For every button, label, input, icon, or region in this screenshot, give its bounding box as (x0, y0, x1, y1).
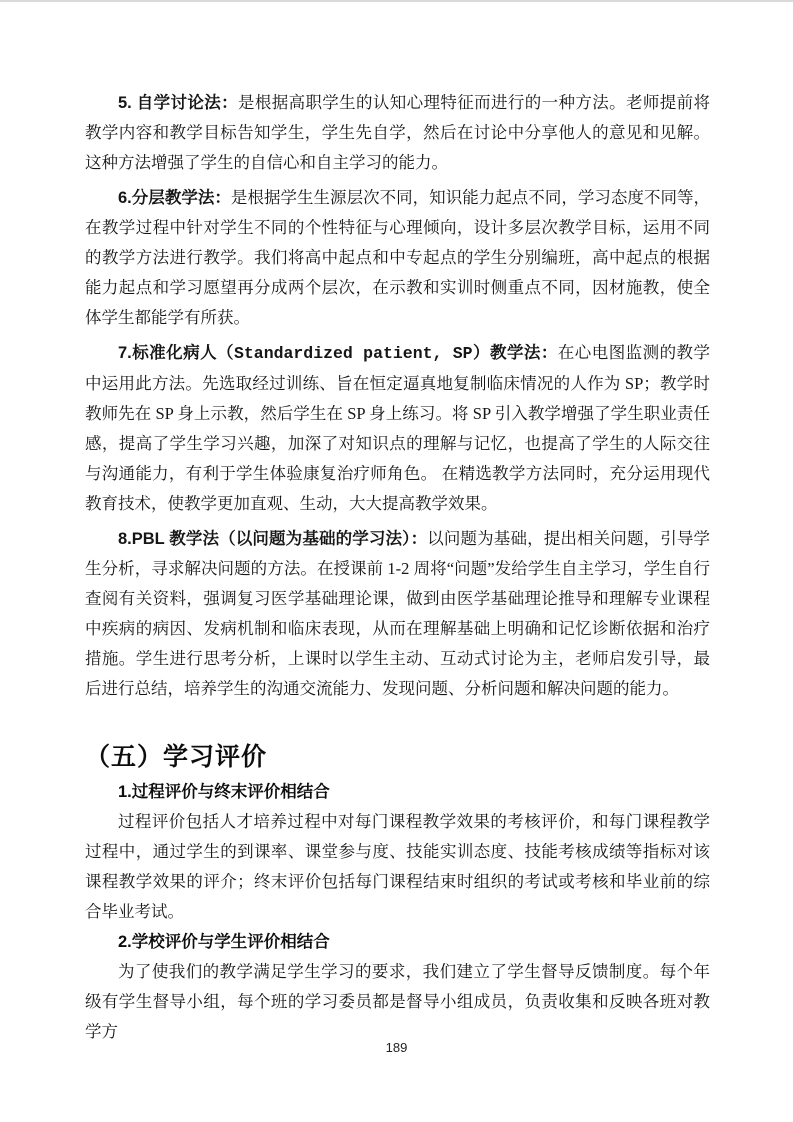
method-7-lead-english: Standardized patient, SP (234, 344, 473, 363)
method-7-lead-cn-post: ）教学法： (472, 344, 558, 362)
method-8-lead: 8.PBL 教学法（以问题为基础的学习法）： (118, 530, 428, 548)
paragraph-method-6 (85, 183, 710, 333)
paragraph-method-8 (85, 524, 710, 704)
subheading-process-and-final-evaluation: 1.过程评价与终末评价相结合 (118, 783, 330, 801)
section-heading-learning-evaluation: （五）学习评价 (85, 743, 268, 771)
page-number: 189 (385, 1040, 408, 1055)
paragraph-student-feedback: 为了使我们的教学满足学生学习的要求，我们建立了学生督导反馈制度。每个年级有学生督导小组，每个班的学习委员都是督导小组成员，负责收集和反映各班对教学方 (85, 962, 710, 1041)
method-6-lead: 6.分层教学法： (118, 189, 231, 207)
method-7-text: 在心电图监测的教学中运用此方法。先选取经过训练、旨在恒定逼真地复制临床情况的人作为 SP；教学时教师先在 SP 身上示教，然后学生在 SP 身上练习。将 SP 引入教学增强了学生职业责任感，提高了学生学习兴趣，加深了对知识点的理解与记忆，也提高了学生的人际交往与沟通能力，有利于学生体验康复治疗师角色。 在精选教学方法同时，充分运用现代教育技术，使教学更加直观、生动，大大提高教学效果。 (85, 343, 711, 513)
subheading-school-and-student-evaluation: 2.学校评价与学生评价相结合 (118, 933, 330, 951)
method-7-lead-cn-pre: 7.标准化病人（ (118, 344, 234, 362)
paragraph-method-5 (85, 88, 710, 178)
method-7-lead (118, 344, 558, 362)
method-8-text: 以问题为基础，提出相关问题，引导学生分析，寻求解决问题的方法。在授课前 1-2 周将“问题”发给学生自主学习，学生自行查阅有关资料，强调复习医学基础理论课，做到由医学基础理论推导和理解专业课程中疾病的病因、发病机制和临床表现，从而在理解基础上明确和记忆诊断依据和治疗措施。学生进行思考分析，上课时以学生主动、互动式讨论为主，老师启发引导，最后进行总结，培养学生的沟通交流能力、发现问题、分析问题和解决问题的能力。 (85, 529, 711, 698)
method-5-text: 是根据高职学生的认知心理特征而进行的一种方法。老师提前将教学内容和教学目标告知学生，学生先自学，然后在讨论中分享他人的意见和见解。这种方法增强了学生的自信心和自主学习的能力。 (85, 93, 710, 172)
paragraph-method-7 (85, 338, 710, 519)
method-5-lead: 5. 自学讨论法： (118, 94, 238, 112)
paragraph-process-evaluation: 过程评价包括人才培养过程中对每门课程教学效果的考核评价，和每门课程教学过程中，通过学生的到课率、课堂参与度、技能实训态度、技能考核成绩等指标对该课程教学效果的评介；终末评价包括每门课程结束时组织的考试或考核和毕业前的综合毕业考试。 (85, 812, 710, 921)
method-6-text: 是根据学生生源层次不同，知识能力起点不同，学习态度不同等，在教学过程中针对学生不同的个性特征与心理倾向，设计多层次教学目标，运用不同的教学方法进行教学。我们将高中起点和中专起点的学生分别编班，高中起点的根据能力起点和学习愿望再分成两个层次，在示教和实训时侧重点不同，因材施教，使全体学生都能学有所获。 (85, 188, 711, 327)
